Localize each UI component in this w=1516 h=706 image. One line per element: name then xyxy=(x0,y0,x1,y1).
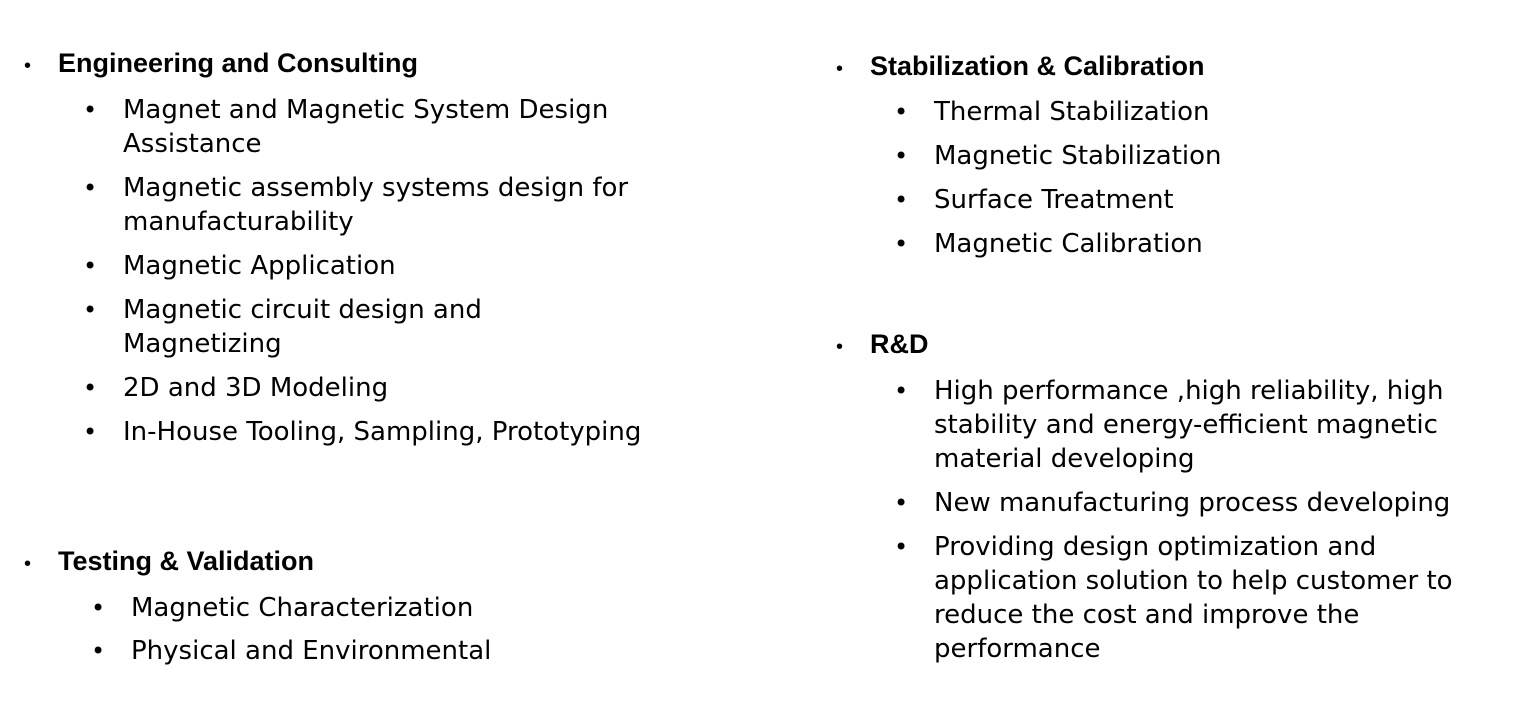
rnd-section xyxy=(836,327,1494,666)
bullet-icon: • xyxy=(24,55,32,77)
bullet-icon: • xyxy=(24,553,32,575)
item-list xyxy=(894,374,1494,666)
item-list xyxy=(83,93,643,449)
section-title: R&D xyxy=(870,329,929,359)
bullet-icon: • xyxy=(91,637,106,665)
item-text: Magnetic circuit design and Magnetizing xyxy=(123,295,482,359)
testing-section xyxy=(24,544,651,668)
list-item xyxy=(894,183,1494,217)
list-item xyxy=(894,227,1494,261)
section-heading xyxy=(836,327,1494,364)
bullet-icon: • xyxy=(91,594,106,622)
item-text: Magnetic Stabilization xyxy=(934,141,1222,171)
list-item xyxy=(83,249,643,283)
bullet-icon: • xyxy=(83,296,98,324)
list-item xyxy=(894,95,1494,129)
list-item xyxy=(91,634,651,668)
item-text: High performance ,high reliability, high stability and energy-efficient magnetic material developing xyxy=(934,376,1444,474)
item-text: Magnetic Characterization xyxy=(131,593,474,623)
item-text: Magnetic Application xyxy=(123,251,396,281)
engineering-section xyxy=(24,46,643,449)
bullet-icon: • xyxy=(894,142,909,170)
bullet-icon: • xyxy=(83,418,98,446)
section-title: Stabilization & Calibration xyxy=(870,51,1205,81)
bullet-icon: • xyxy=(894,533,909,561)
bullet-icon: • xyxy=(836,58,844,80)
section-heading xyxy=(24,544,651,581)
list-item xyxy=(894,530,1494,666)
bullet-icon: • xyxy=(83,374,98,402)
bullet-icon: • xyxy=(83,174,98,202)
item-text: New manufacturing process developing xyxy=(934,488,1451,518)
item-list xyxy=(91,591,651,668)
item-text: Magnetic assembly systems design for manufacturability xyxy=(123,173,629,237)
list-item xyxy=(91,591,651,625)
item-text: Surface Treatment xyxy=(934,185,1174,215)
list-item xyxy=(894,374,1494,476)
list-item xyxy=(894,486,1494,520)
bullet-icon: • xyxy=(894,230,909,258)
bullet-icon: • xyxy=(836,336,844,358)
section-title: Engineering and Consulting xyxy=(58,48,418,78)
list-item xyxy=(83,371,643,405)
list-item xyxy=(83,293,643,361)
item-text: Thermal Stabilization xyxy=(934,97,1210,127)
item-text: Physical and Environmental xyxy=(131,636,492,666)
bullet-icon: • xyxy=(894,377,909,405)
list-item xyxy=(83,415,643,449)
bullet-icon: • xyxy=(83,252,98,280)
list-item xyxy=(894,139,1494,173)
list-item xyxy=(83,93,643,161)
bullet-icon: • xyxy=(83,96,98,124)
item-text: In-House Tooling, Sampling, Prototyping xyxy=(123,417,642,447)
item-text: Magnet and Magnetic System Design Assistance xyxy=(123,95,609,159)
section-heading xyxy=(836,49,1494,86)
list-item xyxy=(83,171,643,239)
item-list xyxy=(894,95,1494,261)
item-text: Providing design optimization and application solution to help customer to reduce the cost and improve the performance xyxy=(934,532,1453,664)
item-text: 2D and 3D Modeling xyxy=(123,373,389,403)
item-text: Magnetic Calibration xyxy=(934,229,1203,259)
bullet-icon: • xyxy=(894,489,909,517)
bullet-icon: • xyxy=(894,186,909,214)
section-title: Testing & Validation xyxy=(58,546,315,576)
section-heading xyxy=(24,46,643,83)
stabilization-section xyxy=(836,49,1494,261)
bullet-icon: • xyxy=(894,98,909,126)
